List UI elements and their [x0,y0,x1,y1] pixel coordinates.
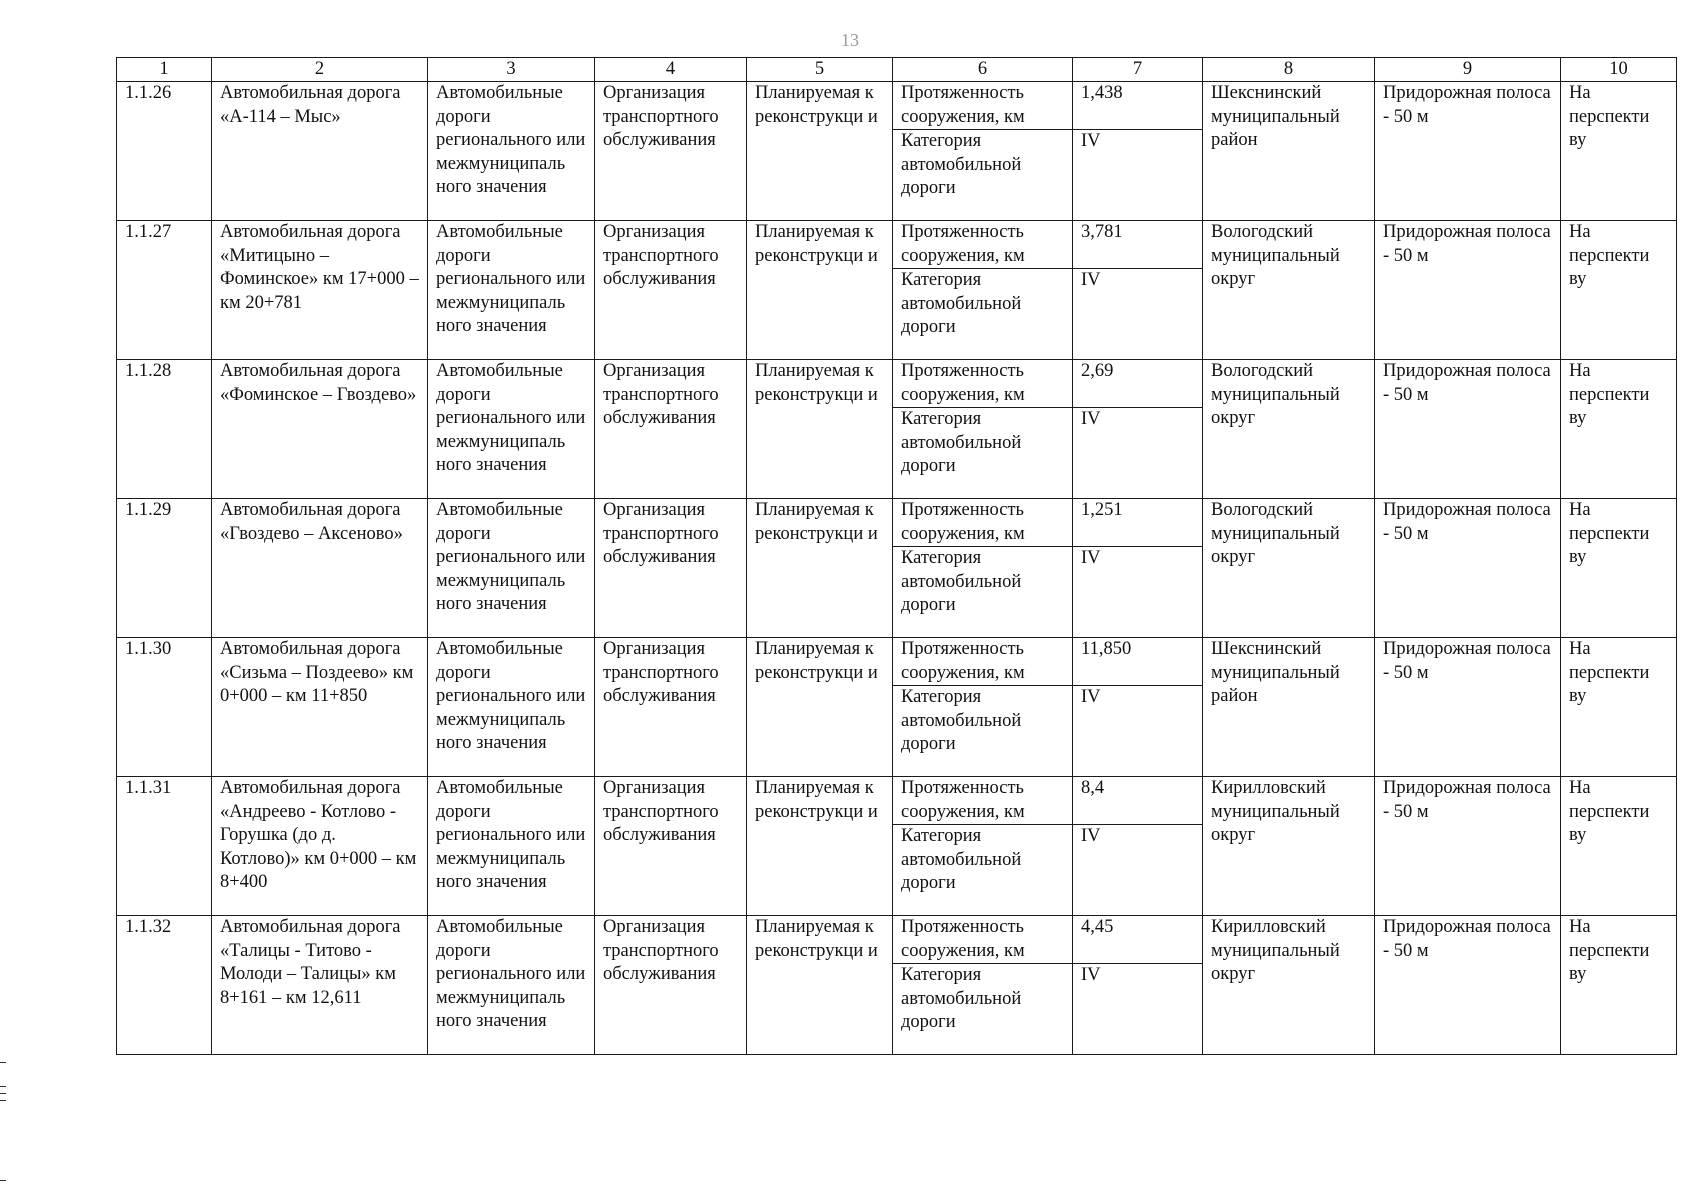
cell-status: Планируемая к реконструкци и [747,82,893,221]
cell-status: Планируемая к реконструкци и [747,360,893,499]
cell-type: Автомобильные дороги регионального или межмуниципаль ного значения [428,82,595,221]
cell-type: Автомобильные дороги регионального или межмуниципаль ного значения [428,221,595,360]
cell-param-category-value: IV [1073,269,1203,360]
cell-purpose: Организация транспортного обслуживания [595,777,747,916]
cell-status: Планируемая к реконструкци и [747,499,893,638]
page-number: 13 [841,30,859,50]
table-row [117,638,1677,686]
table-body [117,82,1677,1055]
cell-param-category-label: Категория автомобильной дороги [893,686,1073,777]
cell-param-category-label: Категория автомобильной дороги [893,964,1073,1055]
cell-status: Планируемая к реконструкци и [747,777,893,916]
cell-param-length-label: Протяженность сооружения, км [893,916,1073,964]
cell-param-length-value: 3,781 [1073,221,1203,269]
cell-name: Автомобильная дорога «Андреево - Котлово - Горушка (до д. Котлово)» км 0+000 – км 8+400 [212,777,428,916]
cell-location: Шекснинский муниципальный район [1203,82,1375,221]
cell-type: Автомобильные дороги регионального или межмуниципаль ного значения [428,499,595,638]
edge-mark [0,1062,6,1063]
cell-term: На перспекти ву [1561,777,1677,916]
table-row [117,499,1677,547]
column-header: 8 [1203,58,1375,82]
cell-purpose: Организация транспортного обслуживания [595,638,747,777]
cell-param-category-value: IV [1073,130,1203,221]
cell-name: Автомобильная дорога «Сизьма – Поздеево» км 0+000 – км 11+850 [212,638,428,777]
cell-location: Кирилловский муниципальный округ [1203,777,1375,916]
cell-purpose: Организация транспортного обслуживания [595,499,747,638]
cell-zone: Придорожная полоса - 50 м [1375,499,1561,638]
cell-param-length-label: Протяженность сооружения, км [893,221,1073,269]
cell-param-category-label: Категория автомобильной дороги [893,130,1073,221]
cell-purpose: Организация транспортного обслуживания [595,360,747,499]
cell-id: 1.1.26 [117,82,212,221]
cell-term: На перспекти ву [1561,916,1677,1055]
table-row [117,82,1677,130]
cell-param-length-label: Протяженность сооружения, км [893,499,1073,547]
cell-param-category-value: IV [1073,825,1203,916]
cell-location: Вологодский муниципальный округ [1203,221,1375,360]
table-row [117,916,1677,964]
cell-term: На перспекти ву [1561,360,1677,499]
cell-zone: Придорожная полоса - 50 м [1375,82,1561,221]
cell-name: Автомобильная дорога «Фоминское – Гвоздево» [212,360,428,499]
cell-param-length-value: 1,438 [1073,82,1203,130]
column-header: 6 [893,58,1073,82]
cell-purpose: Организация транспортного обслуживания [595,916,747,1055]
table-row [117,360,1677,408]
road-objects-table [116,57,1677,1055]
cell-id: 1.1.28 [117,360,212,499]
cell-zone: Придорожная полоса - 50 м [1375,360,1561,499]
cell-param-category-label: Категория автомобильной дороги [893,547,1073,638]
edge-mark [0,1093,6,1094]
edge-mark [0,1086,6,1087]
cell-param-category-label: Категория автомобильной дороги [893,825,1073,916]
cell-location: Вологодский муниципальный округ [1203,360,1375,499]
edge-mark [0,1100,6,1101]
cell-term: На перспекти ву [1561,499,1677,638]
cell-param-length-label: Протяженность сооружения, км [893,638,1073,686]
cell-param-category-value: IV [1073,408,1203,499]
cell-param-length-value: 8,4 [1073,777,1203,825]
cell-param-category-label: Категория автомобильной дороги [893,269,1073,360]
column-header: 5 [747,58,893,82]
cell-status: Планируемая к реконструкци и [747,638,893,777]
table-row [117,777,1677,825]
column-header: 2 [212,58,428,82]
cell-status: Планируемая к реконструкци и [747,221,893,360]
cell-type: Автомобильные дороги регионального или межмуниципаль ного значения [428,916,595,1055]
cell-term: На перспекти ву [1561,82,1677,221]
cell-param-length-value: 1,251 [1073,499,1203,547]
cell-param-category-value: IV [1073,686,1203,777]
table-row [117,221,1677,269]
cell-zone: Придорожная полоса - 50 м [1375,777,1561,916]
cell-zone: Придорожная полоса - 50 м [1375,638,1561,777]
edge-mark [0,1180,6,1181]
cell-param-length-value: 11,850 [1073,638,1203,686]
cell-zone: Придорожная полоса - 50 м [1375,916,1561,1055]
cell-id: 1.1.31 [117,777,212,916]
cell-name: Автомобильная дорога «Гвоздево – Аксеново» [212,499,428,638]
cell-id: 1.1.32 [117,916,212,1055]
cell-name: Автомобильная дорога «Талицы - Титово - Молоди – Талицы» км 8+161 – км 12,611 [212,916,428,1055]
cell-param-category-value: IV [1073,547,1203,638]
cell-zone: Придорожная полоса - 50 м [1375,221,1561,360]
cell-param-length-label: Протяженность сооружения, км [893,360,1073,408]
cell-status: Планируемая к реконструкци и [747,916,893,1055]
cell-name: Автомобильная дорога «А-114 – Мыс» [212,82,428,221]
cell-type: Автомобильные дороги регионального или межмуниципаль ного значения [428,360,595,499]
header-row [117,58,1677,82]
cell-location: Шекснинский муниципальный район [1203,638,1375,777]
cell-id: 1.1.30 [117,638,212,777]
cell-param-length-value: 2,69 [1073,360,1203,408]
column-header: 1 [117,58,212,82]
cell-location: Кирилловский муниципальный округ [1203,916,1375,1055]
cell-param-length-value: 4,45 [1073,916,1203,964]
column-header: 10 [1561,58,1677,82]
cell-param-category-value: IV [1073,964,1203,1055]
cell-type: Автомобильные дороги регионального или межмуниципаль ного значения [428,638,595,777]
cell-purpose: Организация транспортного обслуживания [595,221,747,360]
cell-param-category-label: Категория автомобильной дороги [893,408,1073,499]
cell-id: 1.1.29 [117,499,212,638]
cell-location: Вологодский муниципальный округ [1203,499,1375,638]
column-header: 7 [1073,58,1203,82]
cell-term: На перспекти ву [1561,221,1677,360]
cell-param-length-label: Протяженность сооружения, км [893,82,1073,130]
column-header: 4 [595,58,747,82]
column-header: 9 [1375,58,1561,82]
cell-id: 1.1.27 [117,221,212,360]
cell-purpose: Организация транспортного обслуживания [595,82,747,221]
cell-param-length-label: Протяженность сооружения, км [893,777,1073,825]
cell-term: На перспекти ву [1561,638,1677,777]
cell-type: Автомобильные дороги регионального или межмуниципаль ного значения [428,777,595,916]
column-header: 3 [428,58,595,82]
cell-name: Автомобильная дорога «Митицыно – Фоминское» км 17+000 – км 20+781 [212,221,428,360]
